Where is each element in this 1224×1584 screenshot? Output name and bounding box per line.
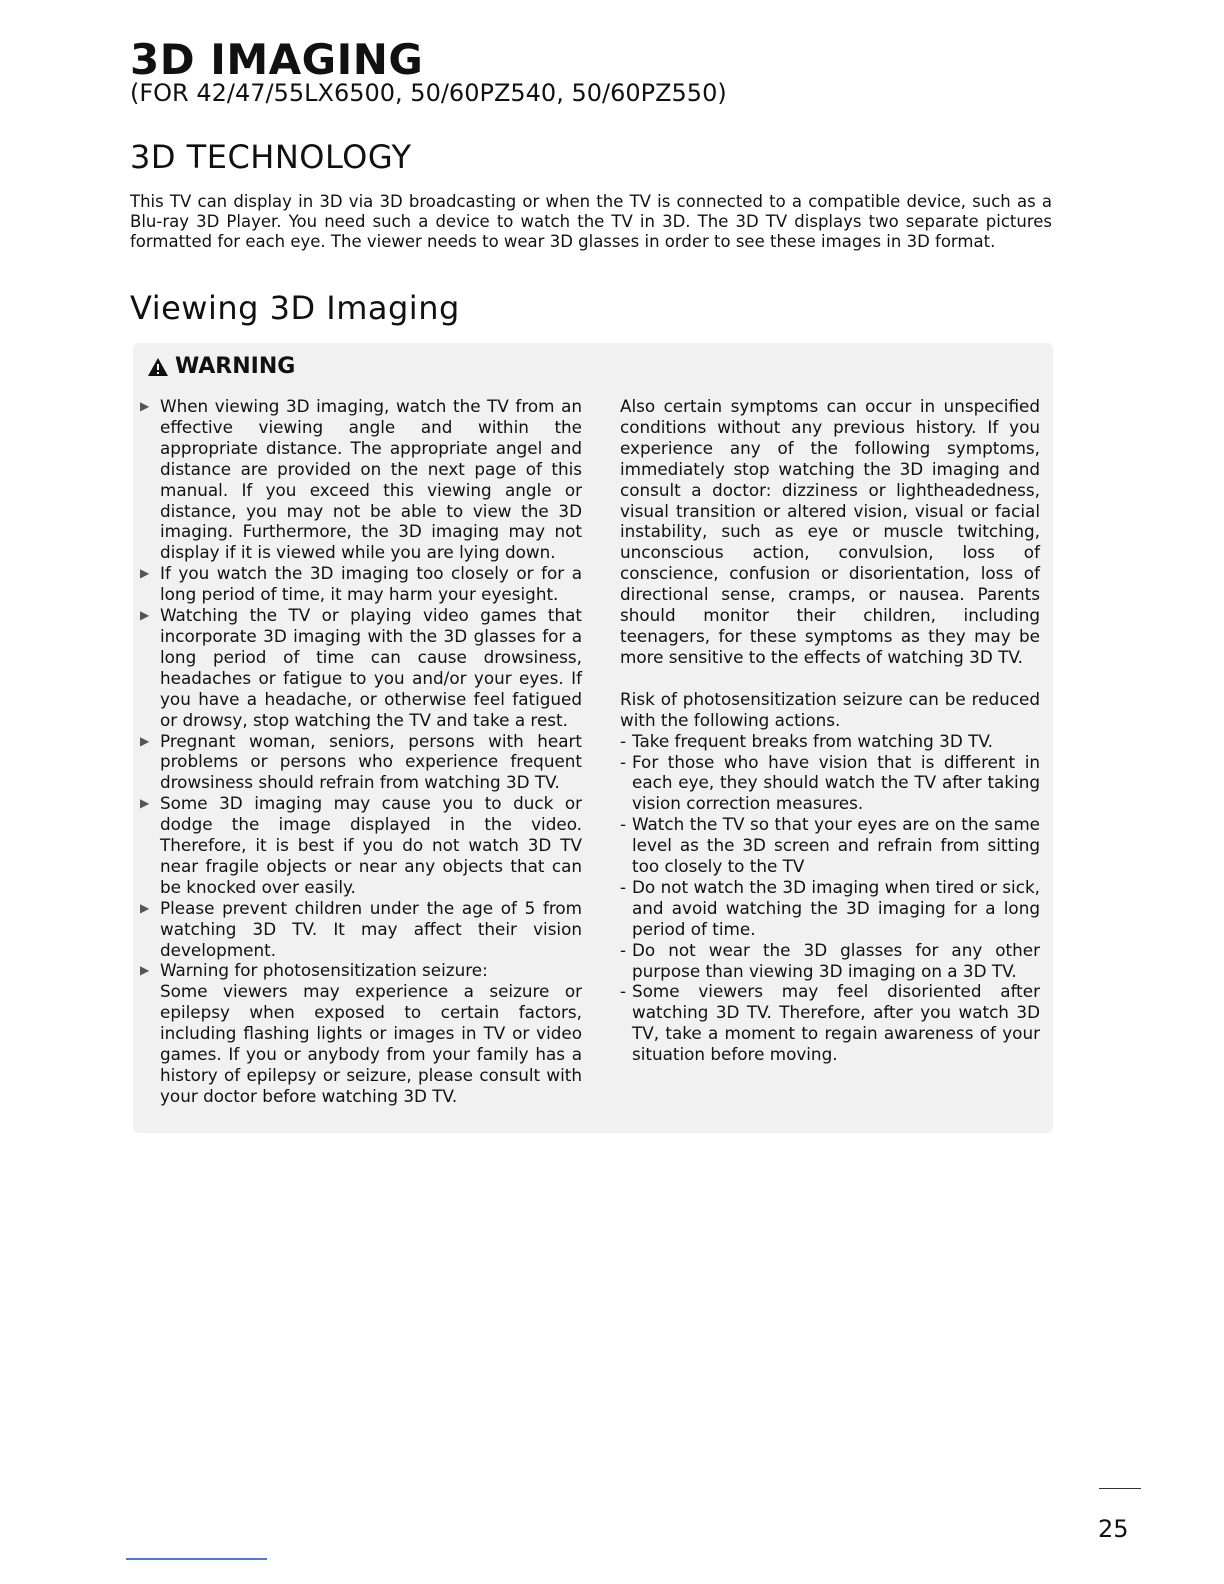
action-item: - For those who have vision that is different in each eye, they should watch the TV after taking vision correction measures. <box>620 751 1040 814</box>
warning-left-column <box>138 396 582 1107</box>
section-body-3d-technology: This TV can display in 3D via 3D broadcasting or when the TV is connected to a compatible device, such as a Blu-ray 3D Player. You need such a device to watch the TV in 3D. The 3D TV displays two separate pictures formatted for each eye. The viewer needs to wear 3D glasses in order to see these images in 3D format. <box>130 192 1052 251</box>
section-heading-3d-technology: 3D TECHNOLOGY <box>130 138 412 176</box>
warning-right-column <box>620 396 1040 1065</box>
bullet-arrow-icon: ▶ <box>140 796 150 811</box>
page-number-rule <box>1099 1488 1141 1489</box>
bullet-arrow-icon: ▶ <box>140 566 150 581</box>
page-number: 25 <box>1098 1515 1129 1543</box>
page-subtitle: (FOR 42/47/55LX6500, 50/60PZ540, 50/60PZ550) <box>130 79 727 107</box>
warning-bullet: ▶ Some 3D imaging may cause you to duck or dodge the image displayed in the video. Therefore, it is best if you do not watch 3D TV near fragile objects or near any objects that can be knocked over easily. <box>140 793 582 897</box>
bullet-arrow-icon: ▶ <box>140 733 150 748</box>
action-item: - Do not watch the 3D imaging when tired or sick, and avoid watching the 3D imaging for a long period of time. <box>620 876 1040 939</box>
bullet-arrow-icon: ▶ <box>140 399 150 413</box>
warning-bullet: ▶ Please prevent children under the age of 5 from watching 3D TV. It may affect their vision development. <box>140 897 582 960</box>
warning-bullet: ▶ Warning for photosensitization seizure: Some viewers may experience a seizure or epilepsy when exposed to certain factors, including flashing lights or images in TV or video games. If you or anybody from your family has a history of epilepsy or seizure, please consult with your doctor before watching 3D TV. <box>140 960 582 1106</box>
warning-label: WARNING <box>175 354 296 379</box>
seizure-risk-paragraph: Risk of photosensitization seizure can be reduced with the following actions. <box>620 688 1040 730</box>
footer-rule <box>126 1558 267 1560</box>
action-item: - Some viewers may feel disoriented after watching 3D TV. Therefore, after you watch 3D TV, take a moment to regain awareness of your situation before moving. <box>620 981 1040 1065</box>
warning-triangle-icon <box>147 357 169 377</box>
action-item: - Watch the TV so that your eyes are on the same level as the 3D screen and refrain from sitting too closely to the TV <box>620 814 1040 877</box>
page-title: 3D IMAGING <box>130 35 424 84</box>
section-heading-viewing-3d: Viewing 3D Imaging <box>130 289 460 327</box>
bullet-arrow-icon: ▶ <box>140 963 150 978</box>
action-item: - Take frequent breaks from watching 3D TV. <box>620 730 993 751</box>
paragraph-gap <box>620 668 1040 689</box>
warning-bullet: ▶ If you watch the 3D imaging too closely or for a long period of time, it may harm your eyesight. <box>140 563 582 605</box>
bullet-arrow-icon: ▶ <box>140 900 150 915</box>
warning-bullet: ▶ Pregnant woman, seniors, persons with heart problems or persons who experience frequent drowsiness should refrain from watching 3D TV. <box>140 730 582 793</box>
warning-bullet: ▶ Watching the TV or playing video games that incorporate 3D imaging with the 3D glasses for a long period of time can cause drowsiness, headaches or fatigue to you and/or your eyes. If you have a headache, or otherwise feel fatigued or drowsy, stop watching the TV and take a rest. <box>140 605 582 730</box>
symptoms-paragraph: Also certain symptoms can occur in unspecified conditions without any previous history. If you experience any of the following symptoms, immediately stop watching the 3D imaging and consult a doctor: dizziness or lightheadedness, visual transition or altered vision, visual or facial instability, such as eye or muscle twitching, unconscious action, convulsion, loss of conscience, confusion or disorientation, loss of directional sense, cramps, or nausea. Parents should monitor their children, including teenagers, for these symptoms as they may be more sensitive to the effects of watching 3D TV. <box>620 396 1040 667</box>
bullet-arrow-icon: ▶ <box>140 608 150 623</box>
warning-header <box>147 353 295 381</box>
warning-bullet: ▶ When viewing 3D imaging, watch the TV from an effective viewing angle and within the appropriate distance. The appropriate angel and distance are provided on the next page of this manual. If you exceed this viewing angle or distance, you may not be able to view the 3D imaging. Furthermore, the 3D imaging may not display if it is viewed while you are lying down. <box>140 396 582 563</box>
action-item: - Do not wear the 3D glasses for any other purpose than viewing 3D imaging on a 3D TV. <box>620 939 1040 981</box>
